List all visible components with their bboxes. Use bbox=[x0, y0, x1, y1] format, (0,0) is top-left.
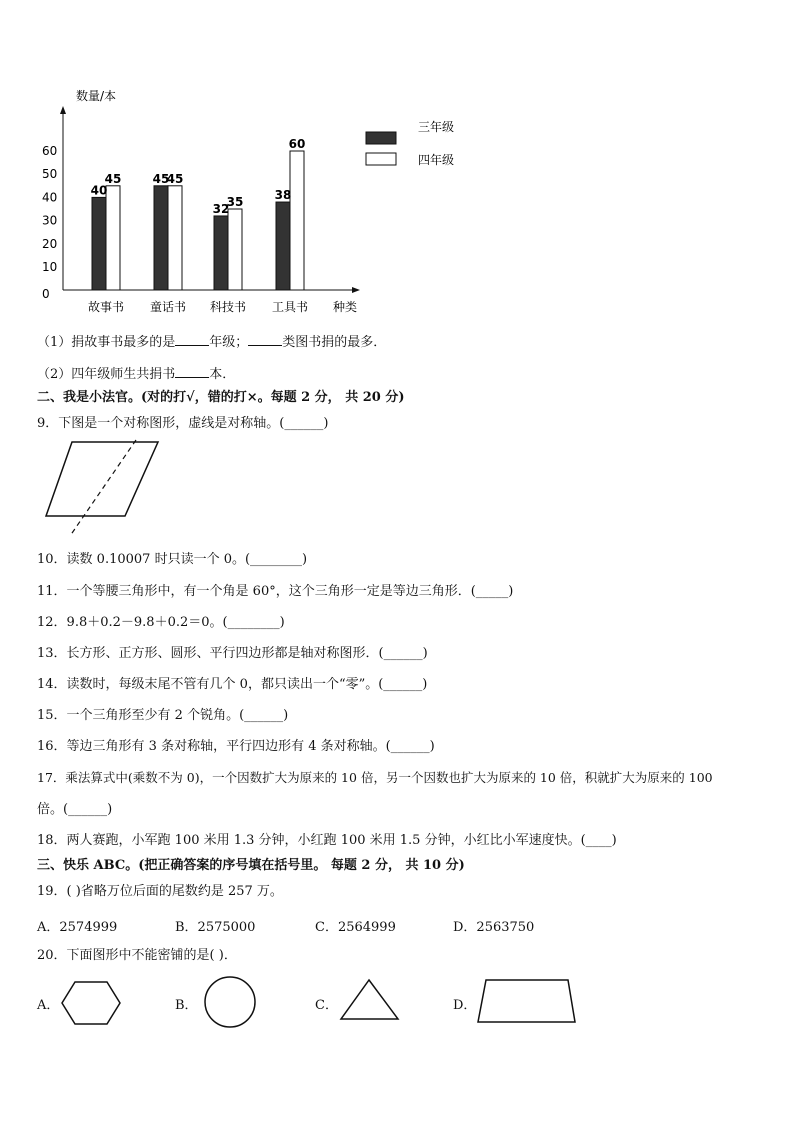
y-tick-label: 20 bbox=[42, 236, 58, 251]
chart-q2-text-b: 本． bbox=[209, 367, 236, 382]
legend-swatch-grade3 bbox=[366, 132, 396, 144]
q19-option-a[interactable]: A．2574999 bbox=[37, 920, 118, 935]
y-tick-labels bbox=[42, 144, 57, 301]
y-axis-arrow bbox=[60, 106, 66, 114]
y-axis-label: 数量/本 bbox=[76, 89, 117, 103]
y-tick-label: 30 bbox=[42, 213, 58, 228]
data-labels bbox=[91, 137, 306, 216]
question-14: 14．读数时，每级末尾不管有几个 0，都只读出一个“零”。(______) bbox=[37, 677, 428, 692]
chart-q1-text-b: 年级； bbox=[209, 335, 249, 350]
bars bbox=[92, 151, 304, 290]
q19-option-b[interactable]: B．2575000 bbox=[175, 920, 256, 935]
triangle-shape[interactable] bbox=[338, 978, 400, 1022]
answer-blank[interactable] bbox=[175, 365, 209, 378]
question-9: 9．下图是一个对称图形，虚线是对称轴。(______) bbox=[37, 416, 329, 431]
question-10: 10．读数 0.10007 时只读一个 0。(________) bbox=[37, 552, 308, 567]
bar-grade3 bbox=[276, 202, 290, 290]
data-label: 45 bbox=[166, 171, 184, 186]
parallelogram-figure bbox=[40, 438, 165, 538]
category-labels bbox=[88, 299, 308, 314]
q20-option-d-label[interactable]: D． bbox=[453, 998, 477, 1013]
data-label: 35 bbox=[226, 195, 244, 209]
x-axis-arrow bbox=[352, 287, 360, 293]
section-2-title: 二、我是小法官。(对的打√，错的打×。每题 2 分， 共 20 分) bbox=[37, 390, 405, 405]
bar-grade3 bbox=[92, 197, 106, 290]
chart-question-2 bbox=[37, 365, 235, 383]
bar-grade4 bbox=[228, 209, 242, 290]
answer-blank[interactable] bbox=[175, 333, 209, 346]
trapezoid-shape[interactable] bbox=[474, 976, 580, 1026]
y-tick-label: 0 bbox=[42, 287, 50, 301]
legend-label-grade3: 三年级 bbox=[418, 120, 455, 134]
x-axis-label: 种类 bbox=[333, 300, 358, 314]
legend-swatch-grade4 bbox=[366, 153, 396, 165]
category-label: 工具书 bbox=[271, 300, 309, 314]
data-label: 45 bbox=[152, 171, 170, 186]
q20-option-c-label[interactable]: C． bbox=[315, 998, 338, 1013]
category-label: 童话书 bbox=[149, 300, 187, 314]
q19-option-c[interactable]: C．2564999 bbox=[315, 920, 396, 935]
y-tick-label: 40 bbox=[42, 190, 58, 205]
data-label: 60 bbox=[288, 137, 306, 151]
bar-grade4 bbox=[168, 186, 182, 290]
y-tick-label: 50 bbox=[42, 167, 58, 182]
bar-grade4 bbox=[290, 151, 304, 290]
category-label: 科技书 bbox=[209, 300, 247, 314]
category-label: 故事书 bbox=[87, 300, 125, 314]
question-17-cont: 倍。(______) bbox=[37, 802, 113, 817]
q20-option-a-label[interactable]: A． bbox=[37, 998, 60, 1013]
circle-shape[interactable] bbox=[203, 975, 257, 1029]
data-label: 45 bbox=[104, 171, 122, 186]
chart-q1-text-c: 类图书捐的最多． bbox=[282, 335, 387, 350]
data-label: 40 bbox=[90, 183, 108, 198]
question-12: 12．9.8＋0.2－9.8＋0.2＝0。(________) bbox=[37, 615, 285, 630]
answer-blank[interactable] bbox=[248, 333, 282, 346]
bar-grade4 bbox=[106, 186, 120, 290]
chart-question-1 bbox=[37, 333, 386, 351]
hexagon-shape[interactable] bbox=[60, 980, 122, 1026]
data-label: 32 bbox=[212, 201, 230, 216]
question-17: 17．乘法算式中(乘数不为 0)，一个因数扩大为原来的 10 倍，另一个因数也扩大为原来的 10 倍，积就扩大为原来的 100 bbox=[37, 770, 713, 785]
chart-q2-text-a: （2）四年级师生共捐书 bbox=[37, 367, 176, 382]
y-tick-label: 60 bbox=[42, 144, 58, 158]
question-18: 18．两人赛跑，小军跑 100 米用 1.3 分钟，小红跑 100 米用 1.5 分钟，小红比小军速度快。(____) bbox=[37, 833, 617, 848]
legend-label-grade4: 四年级 bbox=[418, 153, 455, 167]
section-3-title: 三、快乐 ABC。(把正确答案的序号填在括号里。 每题 2 分， 共 10 分) bbox=[37, 858, 465, 873]
question-13: 13．长方形、正方形、圆形、平行四边形都是轴对称图形．(______) bbox=[37, 646, 428, 661]
chart-q1-text-a: （1）捐故事书最多的是 bbox=[37, 335, 176, 350]
bar-chart bbox=[0, 0, 794, 330]
y-tick-label: 10 bbox=[42, 260, 58, 274]
q19-option-d[interactable]: D．2563750 bbox=[453, 920, 535, 935]
question-20: 20．下面图形中不能密铺的是( )． bbox=[37, 948, 237, 963]
parallelogram-shape bbox=[46, 442, 158, 516]
bar-grade3 bbox=[154, 186, 168, 290]
question-16: 16．等边三角形有 3 条对称轴，平行四边形有 4 条对称轴。(______) bbox=[37, 739, 435, 754]
question-19: 19．( )省略万位后面的尾数约是 257 万。 bbox=[37, 884, 283, 899]
bar-grade3 bbox=[214, 216, 228, 290]
question-11: 11．一个等腰三角形中，有一个角是 60°，这个三角形一定是等边三角形．(_____) bbox=[37, 584, 514, 599]
q20-option-b-label[interactable]: B． bbox=[175, 998, 198, 1013]
symmetry-axis-dashed bbox=[70, 440, 136, 536]
data-label: 38 bbox=[274, 188, 292, 203]
question-15: 15．一个三角形至少有 2 个锐角。(______) bbox=[37, 708, 289, 723]
